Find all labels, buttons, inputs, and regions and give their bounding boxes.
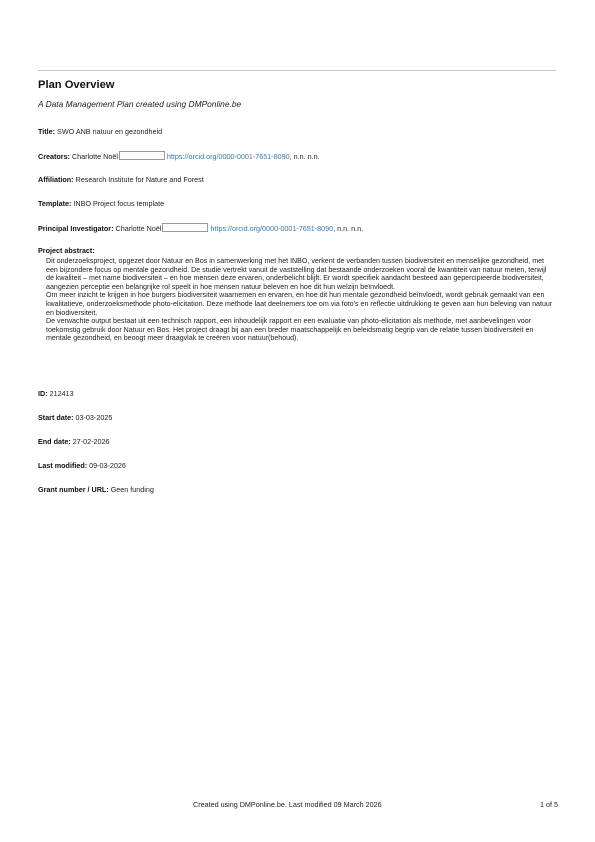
abstract-body	[46, 257, 556, 343]
pi-orcid-link[interactable]: https://orcid.org/0000-0001-7651-8090	[210, 224, 334, 233]
header-divider	[38, 70, 556, 71]
orcid-badge-icon	[119, 151, 165, 160]
field-id	[38, 389, 74, 398]
field-label: ID:	[38, 389, 48, 398]
page-number: 1 of 5	[540, 800, 558, 809]
field-affiliation	[38, 175, 204, 184]
field-value: 27-02-2026	[72, 437, 110, 446]
abstract-label: Project abstract:	[38, 246, 95, 255]
field-value: Geen funding	[110, 485, 154, 494]
page-title: Plan Overview	[38, 79, 115, 91]
field-principal-investigator	[38, 223, 363, 233]
field-title	[38, 127, 162, 136]
creator-suffix: , n.n. n.n.	[289, 152, 320, 161]
field-label: Grant number / URL:	[38, 485, 109, 494]
field-value: INBO Project focus template	[73, 199, 165, 208]
creator-orcid-link[interactable]: https://orcid.org/0000-0001-7651-8090	[166, 152, 290, 161]
abstract-paragraph: De verwachte output bestaat uit een technisch rapport, een inhoudelijk rapport en een evaluatie van photo-elicitation als methode, met aanbevelingen voor toekomstig gebruik door Natuur en Bos. Het project draagt bij aan een breder maatschappelijk en beleidsmatig begrip van de relatie tussen biodiversiteit en mentale gezondheid, en beoogt meer draagvlak te creëren voor natuur(behoud).	[46, 317, 534, 343]
field-label: Principal Investigator:	[38, 224, 114, 233]
creator-name: Charlotte Noël	[71, 152, 118, 161]
pi-suffix: , n.n. n.n.	[333, 224, 364, 233]
field-label: Last modified:	[38, 461, 88, 470]
field-label: Template:	[38, 199, 72, 208]
field-label: Title:	[38, 127, 56, 136]
footer-text: Created using DMPonline.be. Last modified 09 March 2026	[193, 800, 382, 809]
field-creators	[38, 151, 320, 161]
field-label: Start date:	[38, 413, 74, 422]
field-start-date	[38, 413, 112, 422]
field-label: Affiliation:	[38, 175, 74, 184]
field-label: Creators:	[38, 152, 70, 161]
field-grant	[38, 485, 154, 494]
field-end-date	[38, 437, 110, 446]
field-value: 03-03-2025	[75, 413, 113, 422]
page-subtitle: A Data Management Plan created using DMPonline.be	[38, 99, 242, 109]
field-value: 212413	[49, 389, 74, 398]
pi-name: Charlotte Noël	[115, 224, 162, 233]
field-value: 09-03-2026	[89, 461, 126, 470]
field-template	[38, 199, 164, 208]
abstract-paragraph: Om meer inzicht te krijgen in hoe burgers biodiversiteit waarnemen en ervaren, en hoe dit hun mentale gezondheid beïnvloedt, wordt gebruik gemaakt van een kwalitatieve, onderzoeksmethode photo-elicitation. Deze methode laat deelnemers toe om via foto’s en reflectie uitdrukking te geven aan hun beleving van natuur en biodiversiteit.	[46, 291, 553, 317]
field-last-modified	[38, 461, 126, 470]
field-label: End date:	[38, 437, 71, 446]
field-value: SWO ANB natuur en gezondheid	[57, 127, 163, 136]
orcid-badge-icon	[162, 223, 208, 232]
abstract-paragraph: Dit onderzoeksproject, opgezet door Natuur en Bos in samenwerking met het INBO, verkent de verbanden tussen biodiversiteit en menselijke gezondheid, met een bijzondere focus op mentale gezondheid. De studie vertrekt vanuit de vaststelling dat bestaande onderzoeken vooral de kwantiteit van natuur meten, terwijl de kwaliteit – met name biodiversiteit – en hoe mensen deze ervaren, onderbelicht blijft. Er wordt specifiek aandacht besteed aan gepercipieerde biodiversiteit, aangezien perceptie een belangrijke rol speelt in hoe mensen natuur beleven en hoe dit hun welzijn beïnvloedt.	[46, 257, 547, 291]
field-value: Research Institute for Nature and Forest	[75, 175, 204, 184]
